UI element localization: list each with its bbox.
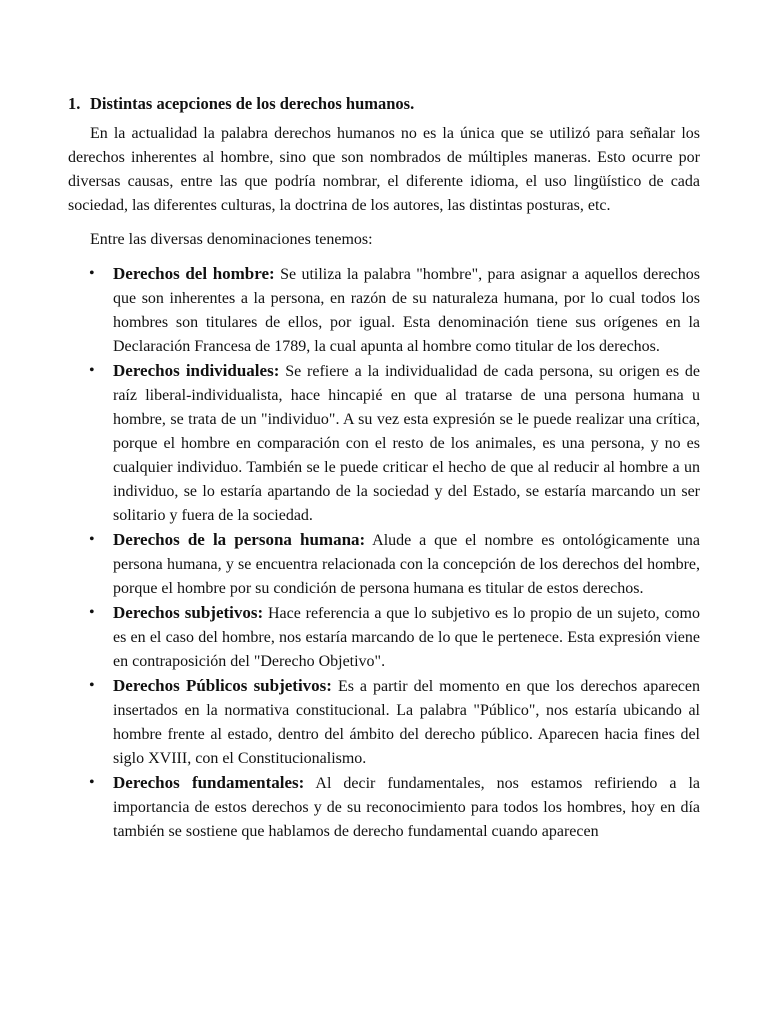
item-text: Alude a que el nombre es ontológicamente una persona humana, y se encuentra relacionada con la concepción de los derechos del hombre, porque el hombre por su condición de persona humana es titular de estos derechos.	[113, 532, 701, 597]
item-text: Se refiere a la individualidad de cada persona, su origen es de raíz liberal-individualista, hace hincapié en que al tratarse de una persona humana u hombre, se trata de un "individuo". A su vez esta expresión se le puede realizar una crítica, porque el hombre en comparación con el resto de los animales, es una persona, y no es cualquier individuo. También se le puede criticar el hecho de que al reducir al hombre a un individuo, se lo estaría apartando de la sociedad y del Estado, se estaría marcando un ser solitario y fuera de la sociedad.	[113, 363, 700, 524]
bullet-icon: •	[89, 531, 95, 548]
list-item	[89, 528, 701, 601]
intro-paragraph: En la actualidad la palabra derechos humanos no es la única que se utilizó para señalar los derechos inherentes al hombre, sino que son nombrados de múltiples maneras. Esto ocurre por diversas causas, entre las que podría nombrar, el diferente idioma, el uso lingüístico de cada sociedad, las diferentes culturas, la doctrina de los autores, las distintas posturas, etc.	[68, 125, 700, 214]
item-term: Derechos del hombre:	[113, 264, 275, 283]
section-heading	[68, 92, 700, 116]
list-item	[89, 771, 700, 844]
item-text: Es a partir del momento en que los derechos aparecen insertados en la normativa constitucional. La palabra "Público", nos estaría ubicando al hombre frente al estado, dentro del ámbito del derecho público. Aparecen hacia fines del siglo XVIII, con el Constitucionalismo.	[113, 678, 700, 767]
lead-in-paragraph: Entre las diversas denominaciones tenemos:	[90, 231, 373, 248]
section-title: Distintas acepciones de los derechos humanos.	[90, 94, 415, 113]
item-term: Derechos subjetivos:	[113, 603, 264, 622]
bullet-icon: •	[89, 362, 95, 379]
bullet-icon: •	[89, 774, 95, 791]
item-text: Se utiliza la palabra "hombre", para asignar a aquellos derechos que son inherentes a la persona, en razón de su naturaleza humana, por lo cual todos los hombres son titulares de ellos, por igual. Esta denominación tiene sus orígenes en la Declaración Francesa de 1789, la cual apunta al hombre como titular de los derechos.	[113, 266, 701, 355]
item-term: Derechos de la persona humana:	[113, 530, 366, 549]
item-text: Hace referencia a que lo subjetivo es lo propio de un sujeto, como es en el caso del hombre, nos estaría marcando de lo que le pertenece. Esta expresión viene en contraposición del "Derecho Objetivo".	[113, 605, 700, 670]
bullet-icon: •	[89, 677, 95, 694]
item-term: Derechos individuales:	[113, 361, 280, 380]
bullet-icon: •	[89, 265, 95, 282]
list-item	[89, 359, 700, 528]
item-term: Derechos Públicos subjetivos:	[113, 676, 332, 695]
denominations-list	[68, 262, 700, 844]
item-text: Al decir fundamentales, nos estamos refiriendo a la importancia de estos derechos y de su reconocimiento para todos los hombres, hoy en día también se sostiene que hablamos de derecho fundamental cuando aparecen	[113, 775, 700, 840]
section-number: 1.	[68, 94, 81, 113]
list-item	[89, 601, 700, 674]
list-item	[89, 262, 701, 359]
list-item	[89, 674, 700, 771]
bullet-icon: •	[89, 604, 95, 621]
item-term: Derechos fundamentales:	[113, 773, 305, 792]
